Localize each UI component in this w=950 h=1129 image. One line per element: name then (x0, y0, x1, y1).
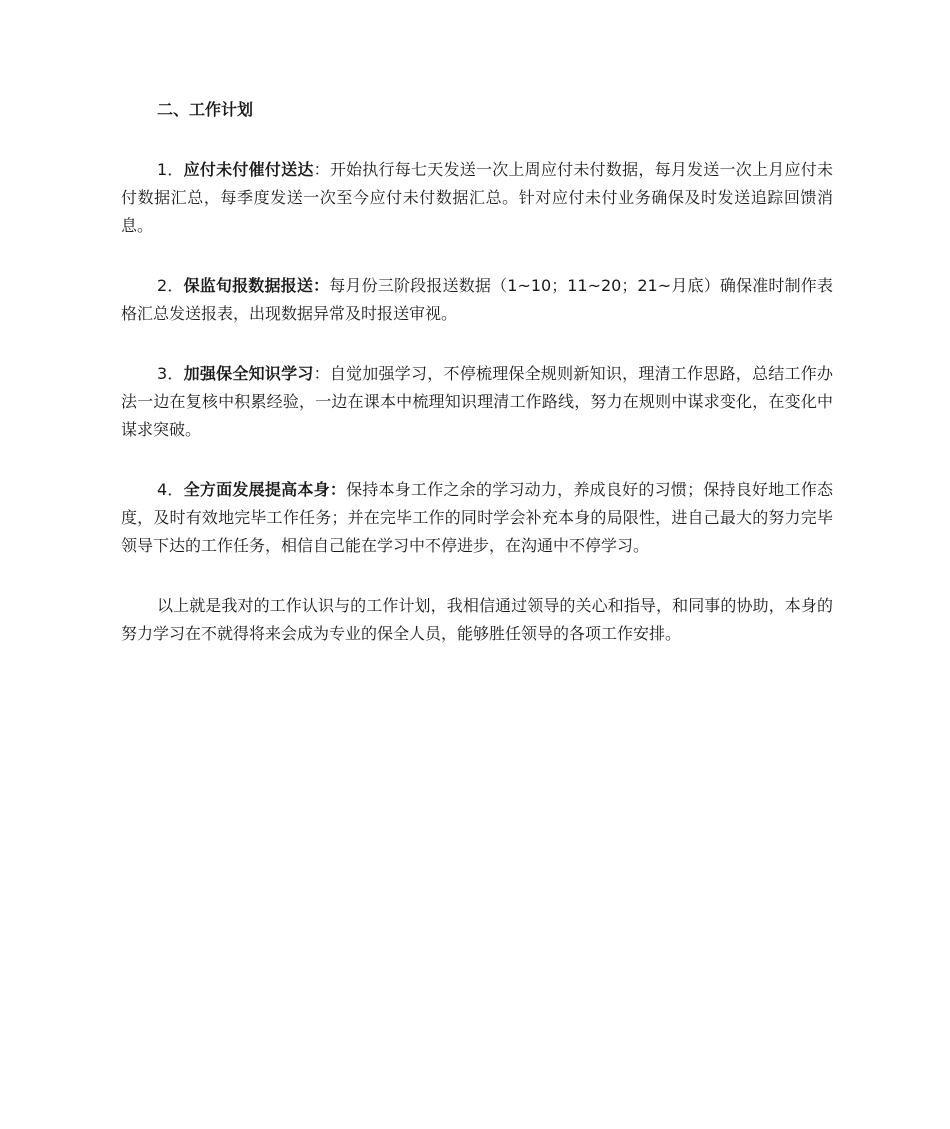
item-title: 加强保全知识学习 (183, 364, 314, 383)
plan-item-1 (121, 156, 833, 240)
closing-paragraph: 以上就是我对的工作认识与的工作计划，我相信通过领导的关心和指导，和同事的协助，本身的努力学习在不就得将来会成为专业的保全人员，能够胜任领导的各项工作安排。 (121, 596, 833, 643)
item-title: 保监旬报数据报送： (183, 276, 330, 295)
document-page (121, 96, 833, 680)
item-title: 应付未付催付送达 (183, 160, 314, 179)
plan-item-3 (121, 360, 833, 444)
item-separator: ： (313, 364, 330, 383)
item-number: 2． (157, 276, 184, 295)
section-heading: 二、工作计划 (157, 100, 254, 119)
plan-item-4 (121, 476, 833, 560)
item-body: 保持本身工作之余的学习动力，养成良好的习惯；保持良好地工作态度，及时有效地完毕工作任务；并在完毕工作的同时学会补充本身的局限性，进自己最大的努力完毕领导下达的工作任务，相信自己能在学习中不停进步，在沟通中不停学习。 (121, 480, 833, 555)
plan-item-2 (121, 272, 833, 328)
item-number: 4． (157, 480, 184, 499)
item-body: 自觉加强学习，不停梳理保全规则新知识，理清工作思路，总结工作办法一边在复核中积累经验，一边在课本中梳理知识理清工作路线，努力在规则中谋求变化，在变化中谋求突破。 (121, 364, 833, 439)
item-number: 1． (157, 160, 184, 179)
item-body: 每月份三阶段报送数据（1~10；11~20；21~月底）确保准时制作表格汇总发送报表，出现数据异常及时报送审视。 (121, 276, 833, 323)
item-number: 3． (157, 364, 184, 383)
item-separator: ： (313, 160, 330, 179)
item-title: 全方面发展提高本身： (183, 480, 347, 499)
item-body: 开始执行每七天发送一次上周应付未付数据，每月发送一次上月应付未付数据汇总，每季度发送一次至今应付未付数据汇总。针对应付未付业务确保及时发送追踪回馈消息。 (121, 160, 833, 235)
